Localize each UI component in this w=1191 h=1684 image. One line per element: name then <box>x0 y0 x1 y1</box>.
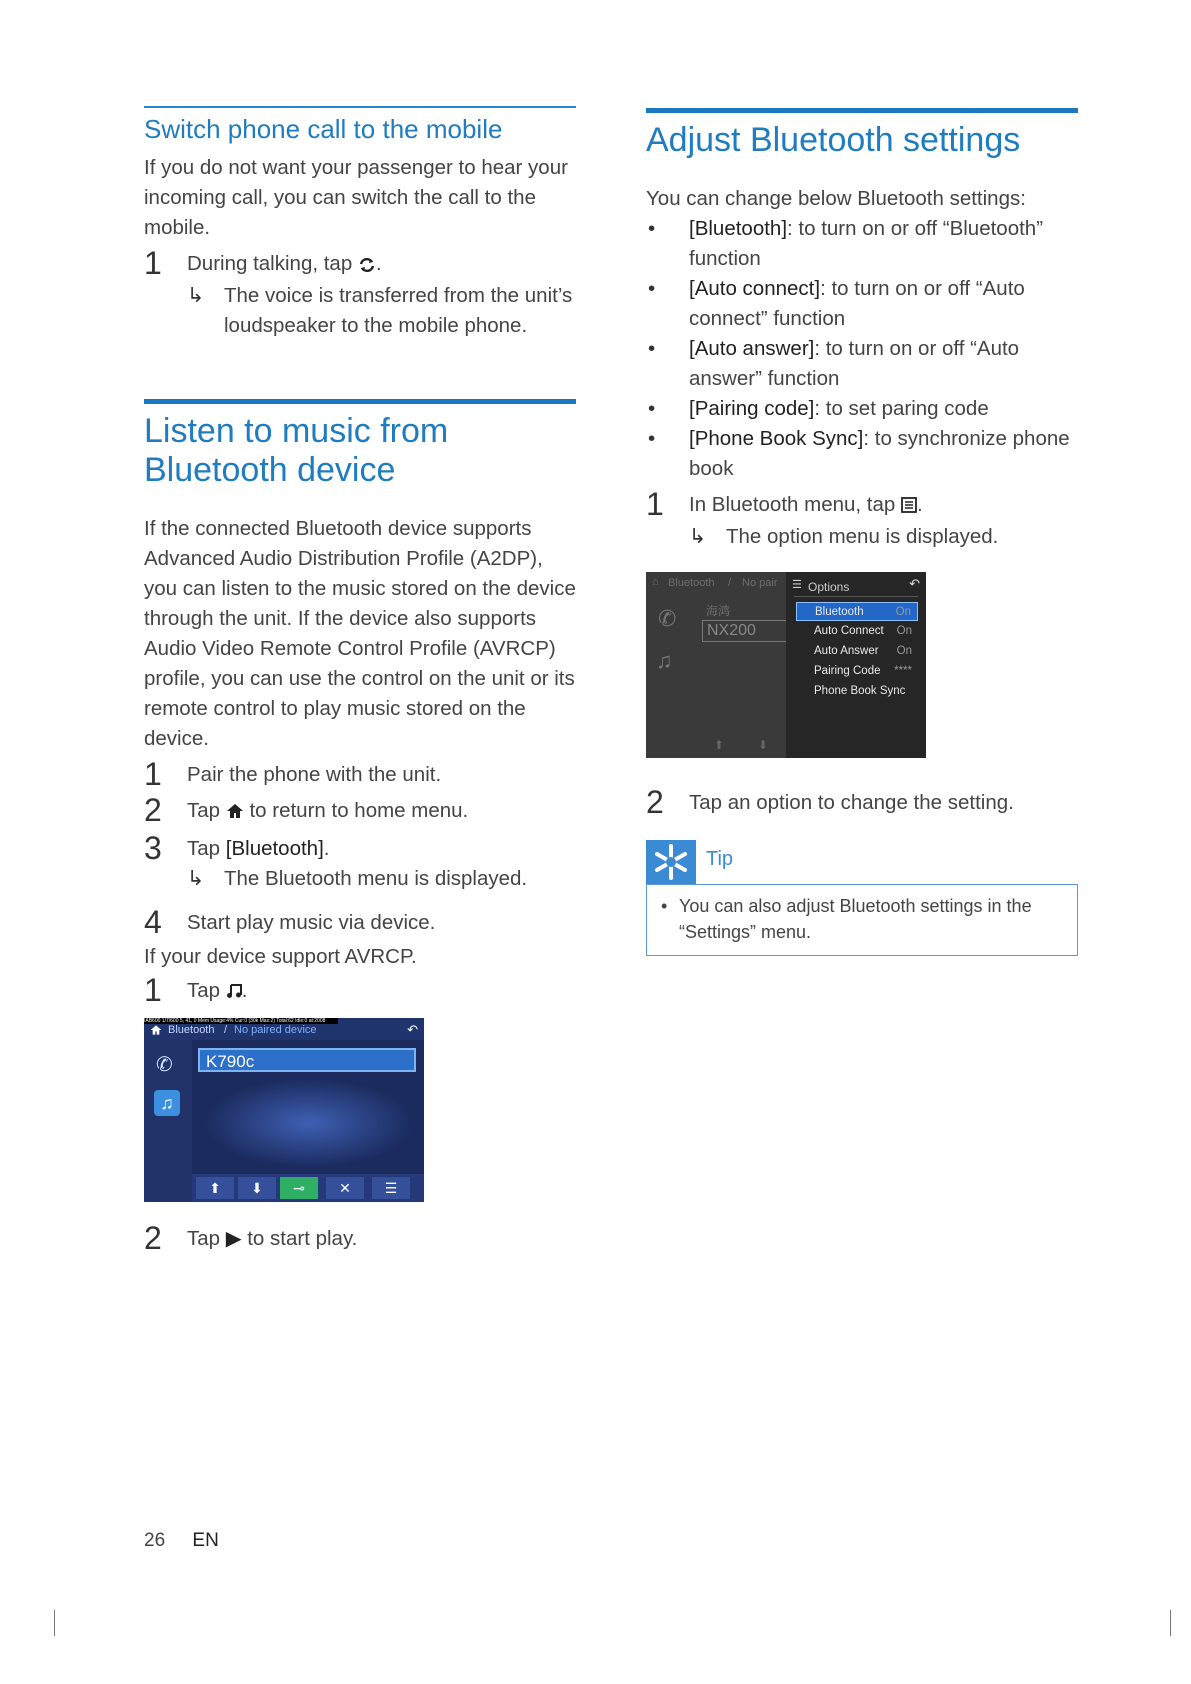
music-step-4: 4 Start play music via device. <box>144 904 436 941</box>
options-icon: ☰ <box>792 579 802 592</box>
home-icon: ⌂ <box>652 576 659 589</box>
result-arrow-icon: ↳ <box>187 284 205 308</box>
options-panel: ☰ Options ↶ <box>786 572 926 758</box>
adjust-settings-intro: You can change below Bluetooth settings: <box>646 187 1026 211</box>
list-item: • [Phone Book Sync]: to synchronize phone book <box>646 424 1078 484</box>
option-auto-answer[interactable]: Auto Answer On <box>814 645 912 658</box>
screenshot-toolbar <box>192 1174 424 1202</box>
adjust-step-1-result: ↳ The option menu is displayed. <box>646 522 1078 552</box>
option-pairing-code[interactable]: Pairing Code **** <box>814 665 912 678</box>
up-arrow-icon[interactable]: ⬆ <box>196 1177 234 1199</box>
step-number: 1 <box>144 245 162 282</box>
home-icon <box>150 1024 162 1039</box>
switch-step-1: 1 During talking, tap . <box>144 245 382 282</box>
language-code: EN <box>192 1530 219 1551</box>
music-tab-icon[interactable]: ♫ <box>154 1090 180 1116</box>
back-icon[interactable]: ↶ <box>407 1022 418 1038</box>
settings-list <box>646 214 1078 484</box>
music-intro: If the connected Bluetooth device supports Advanced Audio Distribution Profile (A2DP), you can listen to the music stored on the device through the unit. If the device also supports Audio Video Remote Control Profile (AVRCP) profile, you can use the control on the unit or its remote control to play music stored on the device. <box>144 517 576 751</box>
connect-icon[interactable]: ⊸ <box>280 1177 318 1199</box>
result-arrow-icon: ↳ <box>187 867 205 891</box>
section-rule <box>646 108 1078 113</box>
music-step-2: 2 Tap to return to home menu. <box>144 792 469 829</box>
music-step-1: 1 Pair the phone with the unit. <box>144 756 442 793</box>
options-menu-screenshot: ⌂ Bluetooth / No pair ✆ ♫ 海鸿 NX200 ⬆ ⬇ ☰ Options ↶ Bluetooth On Auto Connect On Auto Answer On Pairing Code **** Phone Book Sync <box>646 572 926 758</box>
option-phone-book-sync[interactable]: Phone Book Sync <box>814 685 906 698</box>
music-step-3: 3 Tap [Bluetooth]. <box>144 830 330 867</box>
up-arrow-icon: ⬆ <box>714 738 725 753</box>
left-column <box>144 106 576 1257</box>
tip-header <box>646 840 1078 880</box>
adjust-settings-heading: Adjust Bluetooth settings <box>646 121 1021 159</box>
music-heading: Listen to music from Bluetooth device <box>144 412 449 490</box>
menu-icon[interactable]: ☰ <box>372 1177 410 1199</box>
page-footer <box>144 1530 219 1552</box>
tip-label: Tip <box>706 848 734 871</box>
phone-icon[interactable]: ✆ <box>156 1054 173 1077</box>
phone-icon: ✆ <box>658 606 677 632</box>
list-item: • [Auto connect]: to turn on or off “Auto connect” function <box>646 274 1078 334</box>
music-icon: ♫ <box>656 648 673 674</box>
avrcp-note: If your device support AVRCP. <box>144 945 417 969</box>
list-item: • [Pairing code]: to set paring code <box>646 394 1078 424</box>
switch-call-icon <box>358 251 376 281</box>
adjust-step-2: 2 Tap an option to change the setting. <box>646 784 1014 821</box>
music-step-3-result: ↳ The Bluetooth menu is displayed. <box>144 864 576 894</box>
page-number: 26 <box>144 1530 166 1551</box>
switch-call-heading: Switch phone call to the mobile <box>144 114 503 144</box>
section-rule <box>144 106 576 108</box>
close-icon[interactable]: ✕ <box>326 1177 364 1199</box>
paired-device-field[interactable]: K790c <box>198 1048 416 1072</box>
avrcp-step-1: 1 Tap . <box>144 972 248 1009</box>
screenshot-sidebar <box>144 1040 192 1202</box>
options-icon <box>901 492 917 522</box>
down-arrow-icon: ⬇ <box>758 738 769 753</box>
list-item: • [Auto answer]: to turn on or off “Auto answer” function <box>646 334 1078 394</box>
switch-call-intro: If you do not want your passenger to hear your incoming call, you can switch the call to the mobile. <box>144 156 568 240</box>
music-note-icon <box>226 978 242 1008</box>
tip-asterisk-icon <box>646 840 696 884</box>
switch-step-1-result: ↳ The voice is transferred from the unit’s loudspeaker to the mobile phone. <box>144 281 576 341</box>
tip-text: • You can also adjust Bluetooth settings in the “Settings” menu. <box>659 893 1067 945</box>
result-arrow-icon: ↳ <box>689 525 707 549</box>
crop-mark <box>54 1610 55 1636</box>
play-icon: ▶ <box>225 1227 242 1251</box>
bluetooth-menu-screenshot <box>144 1018 424 1202</box>
adjust-step-1: 1 In Bluetooth menu, tap . <box>646 486 923 523</box>
home-icon <box>226 798 244 828</box>
section-rule <box>144 399 576 404</box>
option-bluetooth[interactable]: Bluetooth On <box>796 602 918 621</box>
list-item: • [Bluetooth]: to turn on or off “Bluetooth” function <box>646 214 1078 274</box>
right-column <box>646 108 1078 956</box>
option-auto-connect[interactable]: Auto Connect On <box>814 625 912 638</box>
crop-mark <box>1170 1610 1171 1636</box>
down-arrow-icon[interactable]: ⬇ <box>238 1177 276 1199</box>
tip-box <box>646 884 1078 956</box>
screenshot-topbar: IAB600 1/7/600 5, 41, 0 Mem Usage:4% Cur:0 (30k Max:2) Total:62 Idle:0 at:2008 Bluetooth / No paired device ↶ <box>144 1018 424 1040</box>
back-icon[interactable]: ↶ <box>909 576 920 592</box>
avrcp-step-2: 2 Tap ▶ to start play. <box>144 1220 358 1257</box>
